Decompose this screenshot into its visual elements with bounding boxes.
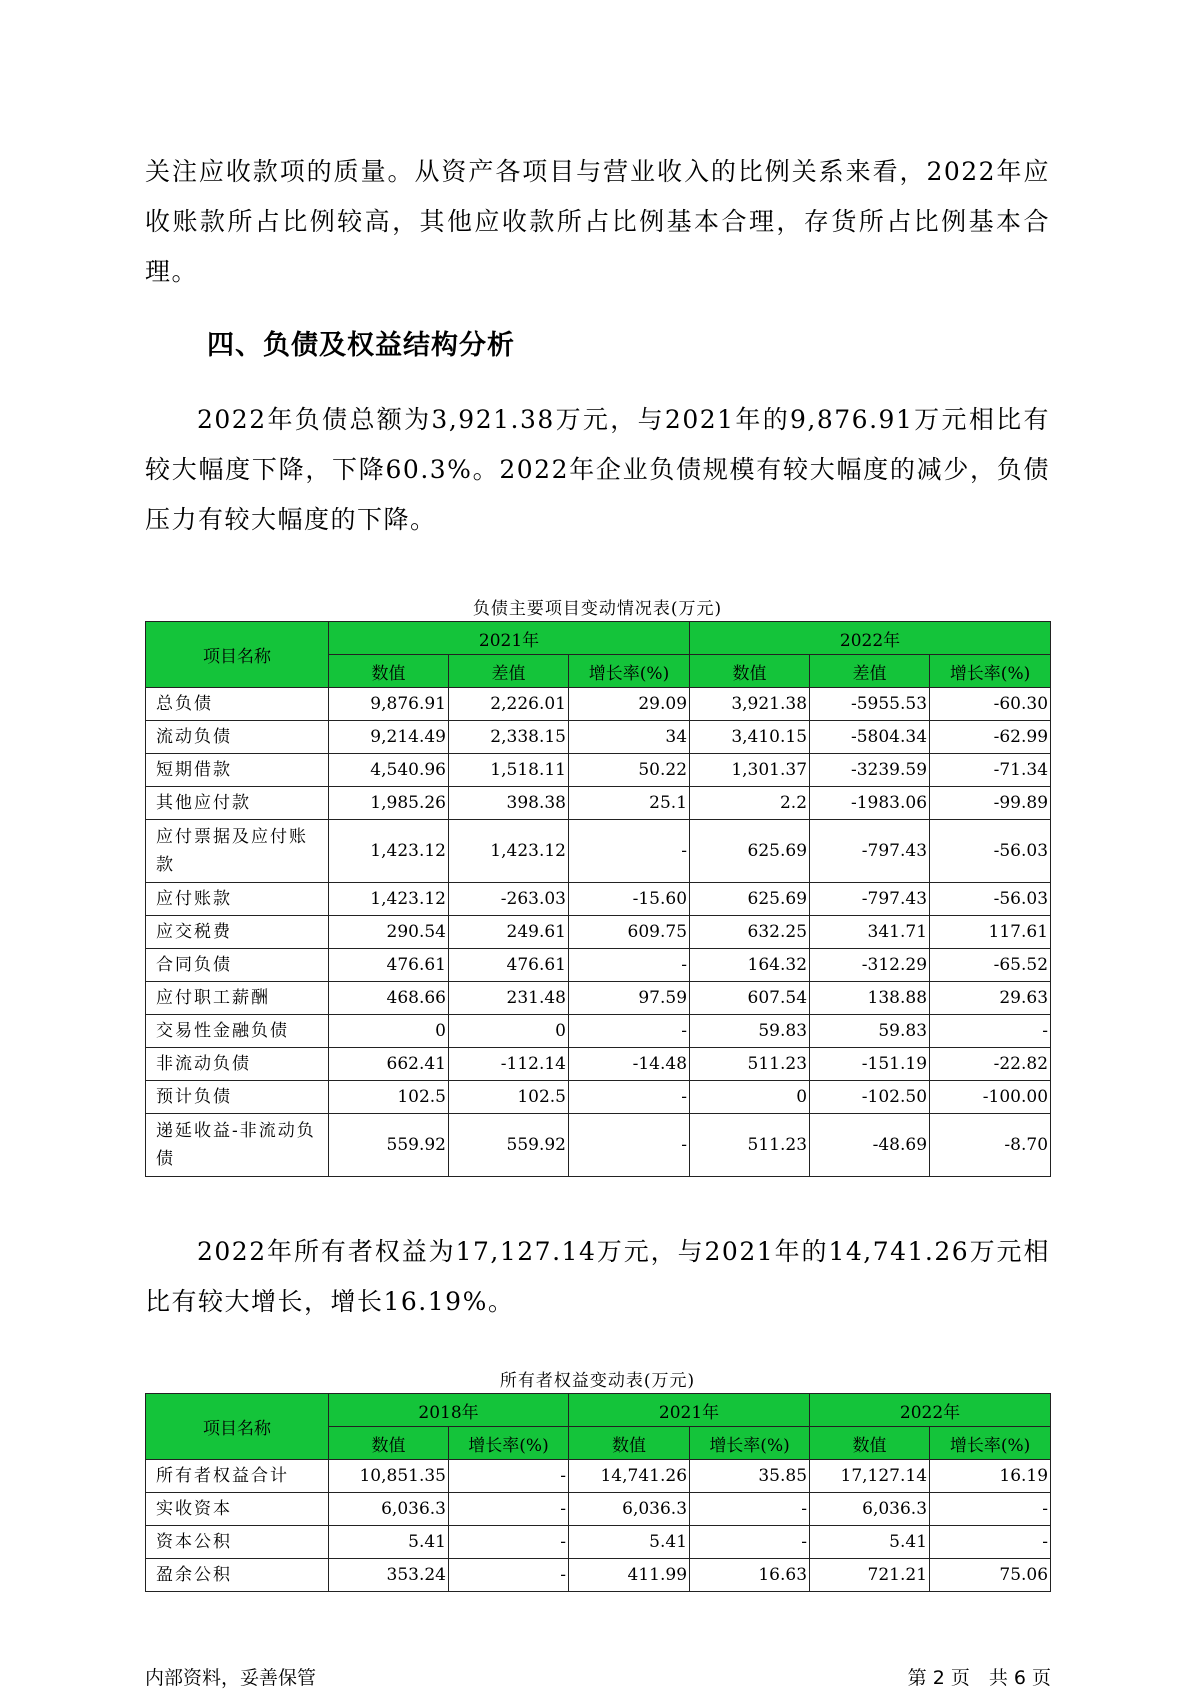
equity-table-row <box>146 1493 1051 1526</box>
cell-value: 17,127.14 <box>810 1460 930 1493</box>
cell-value: - <box>690 1493 810 1526</box>
cell-value: -65.52 <box>930 949 1051 982</box>
column-subheader: 数值 <box>329 655 449 688</box>
cell-value: 559.92 <box>449 1114 569 1177</box>
cell-value: 2.2 <box>690 787 810 820</box>
cell-value: - <box>569 820 690 883</box>
cell-value: -15.60 <box>569 883 690 916</box>
cell-value: 632.25 <box>690 916 810 949</box>
cell-value: 9,214.49 <box>329 721 449 754</box>
cell-value: - <box>569 1081 690 1114</box>
equity-table-row <box>146 1559 1051 1592</box>
cell-value: - <box>569 949 690 982</box>
cell-value: 0 <box>690 1081 810 1114</box>
cell-value: 29.09 <box>569 688 690 721</box>
cell-value: -56.03 <box>930 883 1051 916</box>
cell-value: - <box>449 1559 569 1592</box>
row-label: 应交税费 <box>146 916 329 949</box>
liability-table-row <box>146 1048 1051 1081</box>
cell-value: 34 <box>569 721 690 754</box>
cell-value: 5.41 <box>810 1526 930 1559</box>
liability-paragraph: 2022年负债总额为3,921.38万元，与2021年的9,876.91万元相比有较大幅度下降，下降60.3%。2022年企业负债规模有较大幅度的减少，负债压力有较大幅度的下降。 <box>145 405 1050 534</box>
row-label: 交易性金融负债 <box>146 1015 329 1048</box>
liability-table-row <box>146 949 1051 982</box>
cell-value: 607.54 <box>690 982 810 1015</box>
liability-year-header: 2022年 <box>690 622 1051 655</box>
row-label: 总负债 <box>146 688 329 721</box>
cell-value: -14.48 <box>569 1048 690 1081</box>
cell-value: -102.50 <box>810 1081 930 1114</box>
cell-value: 3,921.38 <box>690 688 810 721</box>
cell-value: -60.30 <box>930 688 1051 721</box>
cell-value: 476.61 <box>329 949 449 982</box>
cell-value: 164.32 <box>690 949 810 982</box>
cell-value: -1983.06 <box>810 787 930 820</box>
cell-value: -48.69 <box>810 1114 930 1177</box>
cell-value: - <box>449 1460 569 1493</box>
cell-value: -62.99 <box>930 721 1051 754</box>
row-label: 实收资本 <box>146 1493 329 1526</box>
cell-value: 625.69 <box>690 820 810 883</box>
liability-table-row <box>146 982 1051 1015</box>
cell-value: -797.43 <box>810 820 930 883</box>
row-label: 短期借款 <box>146 754 329 787</box>
cell-value: - <box>449 1493 569 1526</box>
cell-value: - <box>569 1015 690 1048</box>
cell-value: 559.92 <box>329 1114 449 1177</box>
cell-value: 0 <box>329 1015 449 1048</box>
cell-value: 102.5 <box>329 1081 449 1114</box>
cell-value: 468.66 <box>329 982 449 1015</box>
footer-page-number: 第 2 页 共 6 页 <box>907 1667 1051 1689</box>
cell-value: -8.70 <box>930 1114 1051 1177</box>
cell-value: 2,338.15 <box>449 721 569 754</box>
equity-year-header: 2022年 <box>810 1394 1051 1427</box>
cell-value: 2,226.01 <box>449 688 569 721</box>
cell-value: -112.14 <box>449 1048 569 1081</box>
cell-value: 16.19 <box>930 1460 1051 1493</box>
cell-value: 1,423.12 <box>329 883 449 916</box>
cell-value: -99.89 <box>930 787 1051 820</box>
cell-value: 0 <box>449 1015 569 1048</box>
cell-value: 231.48 <box>449 982 569 1015</box>
footer-confidential-note: 内部资料，妥善保管 <box>145 1667 317 1689</box>
cell-value: 10,851.35 <box>329 1460 449 1493</box>
cell-value: 662.41 <box>329 1048 449 1081</box>
cell-value: 6,036.3 <box>569 1493 690 1526</box>
cell-value: - <box>569 1114 690 1177</box>
cell-value: 1,518.11 <box>449 754 569 787</box>
row-label: 应付票据及应付账款 <box>146 820 329 883</box>
equity-year-header: 2018年 <box>329 1394 569 1427</box>
cell-value: 29.63 <box>930 982 1051 1015</box>
cell-value: -3239.59 <box>810 754 930 787</box>
column-subheader: 差值 <box>810 655 930 688</box>
cell-value: 353.24 <box>329 1559 449 1592</box>
intro-paragraph: 关注应收款项的质量。从资产各项目与营业收入的比例关系来看，2022年应收账款所占比例较高，其他应收款所占比例基本合理，存货所占比例基本合理。 <box>145 157 1050 286</box>
cell-value: 721.21 <box>810 1559 930 1592</box>
cell-value: - <box>930 1493 1051 1526</box>
liability-table-row <box>146 820 1051 883</box>
row-label: 资本公积 <box>146 1526 329 1559</box>
cell-value: 1,985.26 <box>329 787 449 820</box>
cell-value: 75.06 <box>930 1559 1051 1592</box>
column-subheader: 数值 <box>810 1427 930 1460</box>
cell-value: 6,036.3 <box>810 1493 930 1526</box>
cell-value: -797.43 <box>810 883 930 916</box>
equity-name-header: 项目名称 <box>146 1394 329 1460</box>
cell-value: 5.41 <box>569 1526 690 1559</box>
equity-year-header: 2021年 <box>569 1394 810 1427</box>
cell-value: 14,741.26 <box>569 1460 690 1493</box>
cell-value: 1,423.12 <box>449 820 569 883</box>
column-subheader: 增长率(%) <box>569 655 690 688</box>
cell-value: 625.69 <box>690 883 810 916</box>
liability-table-row <box>146 1015 1051 1048</box>
cell-value: -263.03 <box>449 883 569 916</box>
row-label: 所有者权益合计 <box>146 1460 329 1493</box>
row-label: 应付职工薪酬 <box>146 982 329 1015</box>
liability-table-row <box>146 721 1051 754</box>
liability-table-caption: 负债主要项目变动情况表(万元) <box>472 599 723 619</box>
cell-value: 609.75 <box>569 916 690 949</box>
cell-value: 138.88 <box>810 982 930 1015</box>
cell-value: - <box>690 1526 810 1559</box>
liability-table <box>145 621 1051 1177</box>
liability-table-row <box>146 916 1051 949</box>
column-subheader: 数值 <box>690 655 810 688</box>
cell-value: 3,410.15 <box>690 721 810 754</box>
column-subheader: 数值 <box>569 1427 690 1460</box>
column-subheader: 增长率(%) <box>930 1427 1051 1460</box>
cell-value: -100.00 <box>930 1081 1051 1114</box>
cell-value: 1,301.37 <box>690 754 810 787</box>
row-label: 其他应付款 <box>146 787 329 820</box>
row-label: 递延收益-非流动负债 <box>146 1114 329 1177</box>
equity-table <box>145 1393 1051 1592</box>
row-label: 非流动负债 <box>146 1048 329 1081</box>
cell-value: -151.19 <box>810 1048 930 1081</box>
cell-value: 476.61 <box>449 949 569 982</box>
row-label: 盈余公积 <box>146 1559 329 1592</box>
cell-value: -5955.53 <box>810 688 930 721</box>
row-label: 预计负债 <box>146 1081 329 1114</box>
equity-paragraph: 2022年所有者权益为17,127.14万元，与2021年的14,741.26万元相比有较大增长，增长16.19%。 <box>145 1237 1050 1316</box>
cell-value: -56.03 <box>930 820 1051 883</box>
liability-table-row <box>146 883 1051 916</box>
equity-table-row <box>146 1460 1051 1493</box>
liability-year-header: 2021年 <box>329 622 690 655</box>
cell-value: - <box>449 1526 569 1559</box>
liability-name-header: 项目名称 <box>146 622 329 688</box>
equity-table-caption: 所有者权益变动表(万元) <box>499 1371 696 1391</box>
liability-table-row <box>146 787 1051 820</box>
cell-value: 411.99 <box>569 1559 690 1592</box>
column-subheader: 增长率(%) <box>449 1427 569 1460</box>
cell-value: 5.41 <box>329 1526 449 1559</box>
cell-value: 341.71 <box>810 916 930 949</box>
cell-value: 249.61 <box>449 916 569 949</box>
cell-value: 35.85 <box>690 1460 810 1493</box>
cell-value: 117.61 <box>930 916 1051 949</box>
page-content <box>145 0 1050 1592</box>
cell-value: 511.23 <box>690 1114 810 1177</box>
liability-table-row <box>146 688 1051 721</box>
row-label: 应付账款 <box>146 883 329 916</box>
column-subheader: 数值 <box>329 1427 449 1460</box>
cell-value: 16.63 <box>690 1559 810 1592</box>
cell-value: 290.54 <box>329 916 449 949</box>
liability-table-row <box>146 754 1051 787</box>
cell-value: 398.38 <box>449 787 569 820</box>
liability-table-row <box>146 1114 1051 1177</box>
cell-value: 6,036.3 <box>329 1493 449 1526</box>
column-subheader: 增长率(%) <box>930 655 1051 688</box>
cell-value: -71.34 <box>930 754 1051 787</box>
liability-table-row <box>146 1081 1051 1114</box>
cell-value: 9,876.91 <box>329 688 449 721</box>
cell-value: 59.83 <box>810 1015 930 1048</box>
equity-table-row <box>146 1526 1051 1559</box>
cell-value: 97.59 <box>569 982 690 1015</box>
cell-value: 50.22 <box>569 754 690 787</box>
cell-value: 102.5 <box>449 1081 569 1114</box>
cell-value: 25.1 <box>569 787 690 820</box>
column-subheader: 差值 <box>449 655 569 688</box>
section-title: 四、负债及权益结构分析 <box>207 330 515 361</box>
row-label: 合同负债 <box>146 949 329 982</box>
row-label: 流动负债 <box>146 721 329 754</box>
cell-value: 4,540.96 <box>329 754 449 787</box>
column-subheader: 增长率(%) <box>690 1427 810 1460</box>
cell-value: - <box>930 1015 1051 1048</box>
cell-value: 511.23 <box>690 1048 810 1081</box>
cell-value: 59.83 <box>690 1015 810 1048</box>
cell-value: 1,423.12 <box>329 820 449 883</box>
cell-value: -22.82 <box>930 1048 1051 1081</box>
cell-value: -5804.34 <box>810 721 930 754</box>
cell-value: -312.29 <box>810 949 930 982</box>
cell-value: - <box>930 1526 1051 1559</box>
